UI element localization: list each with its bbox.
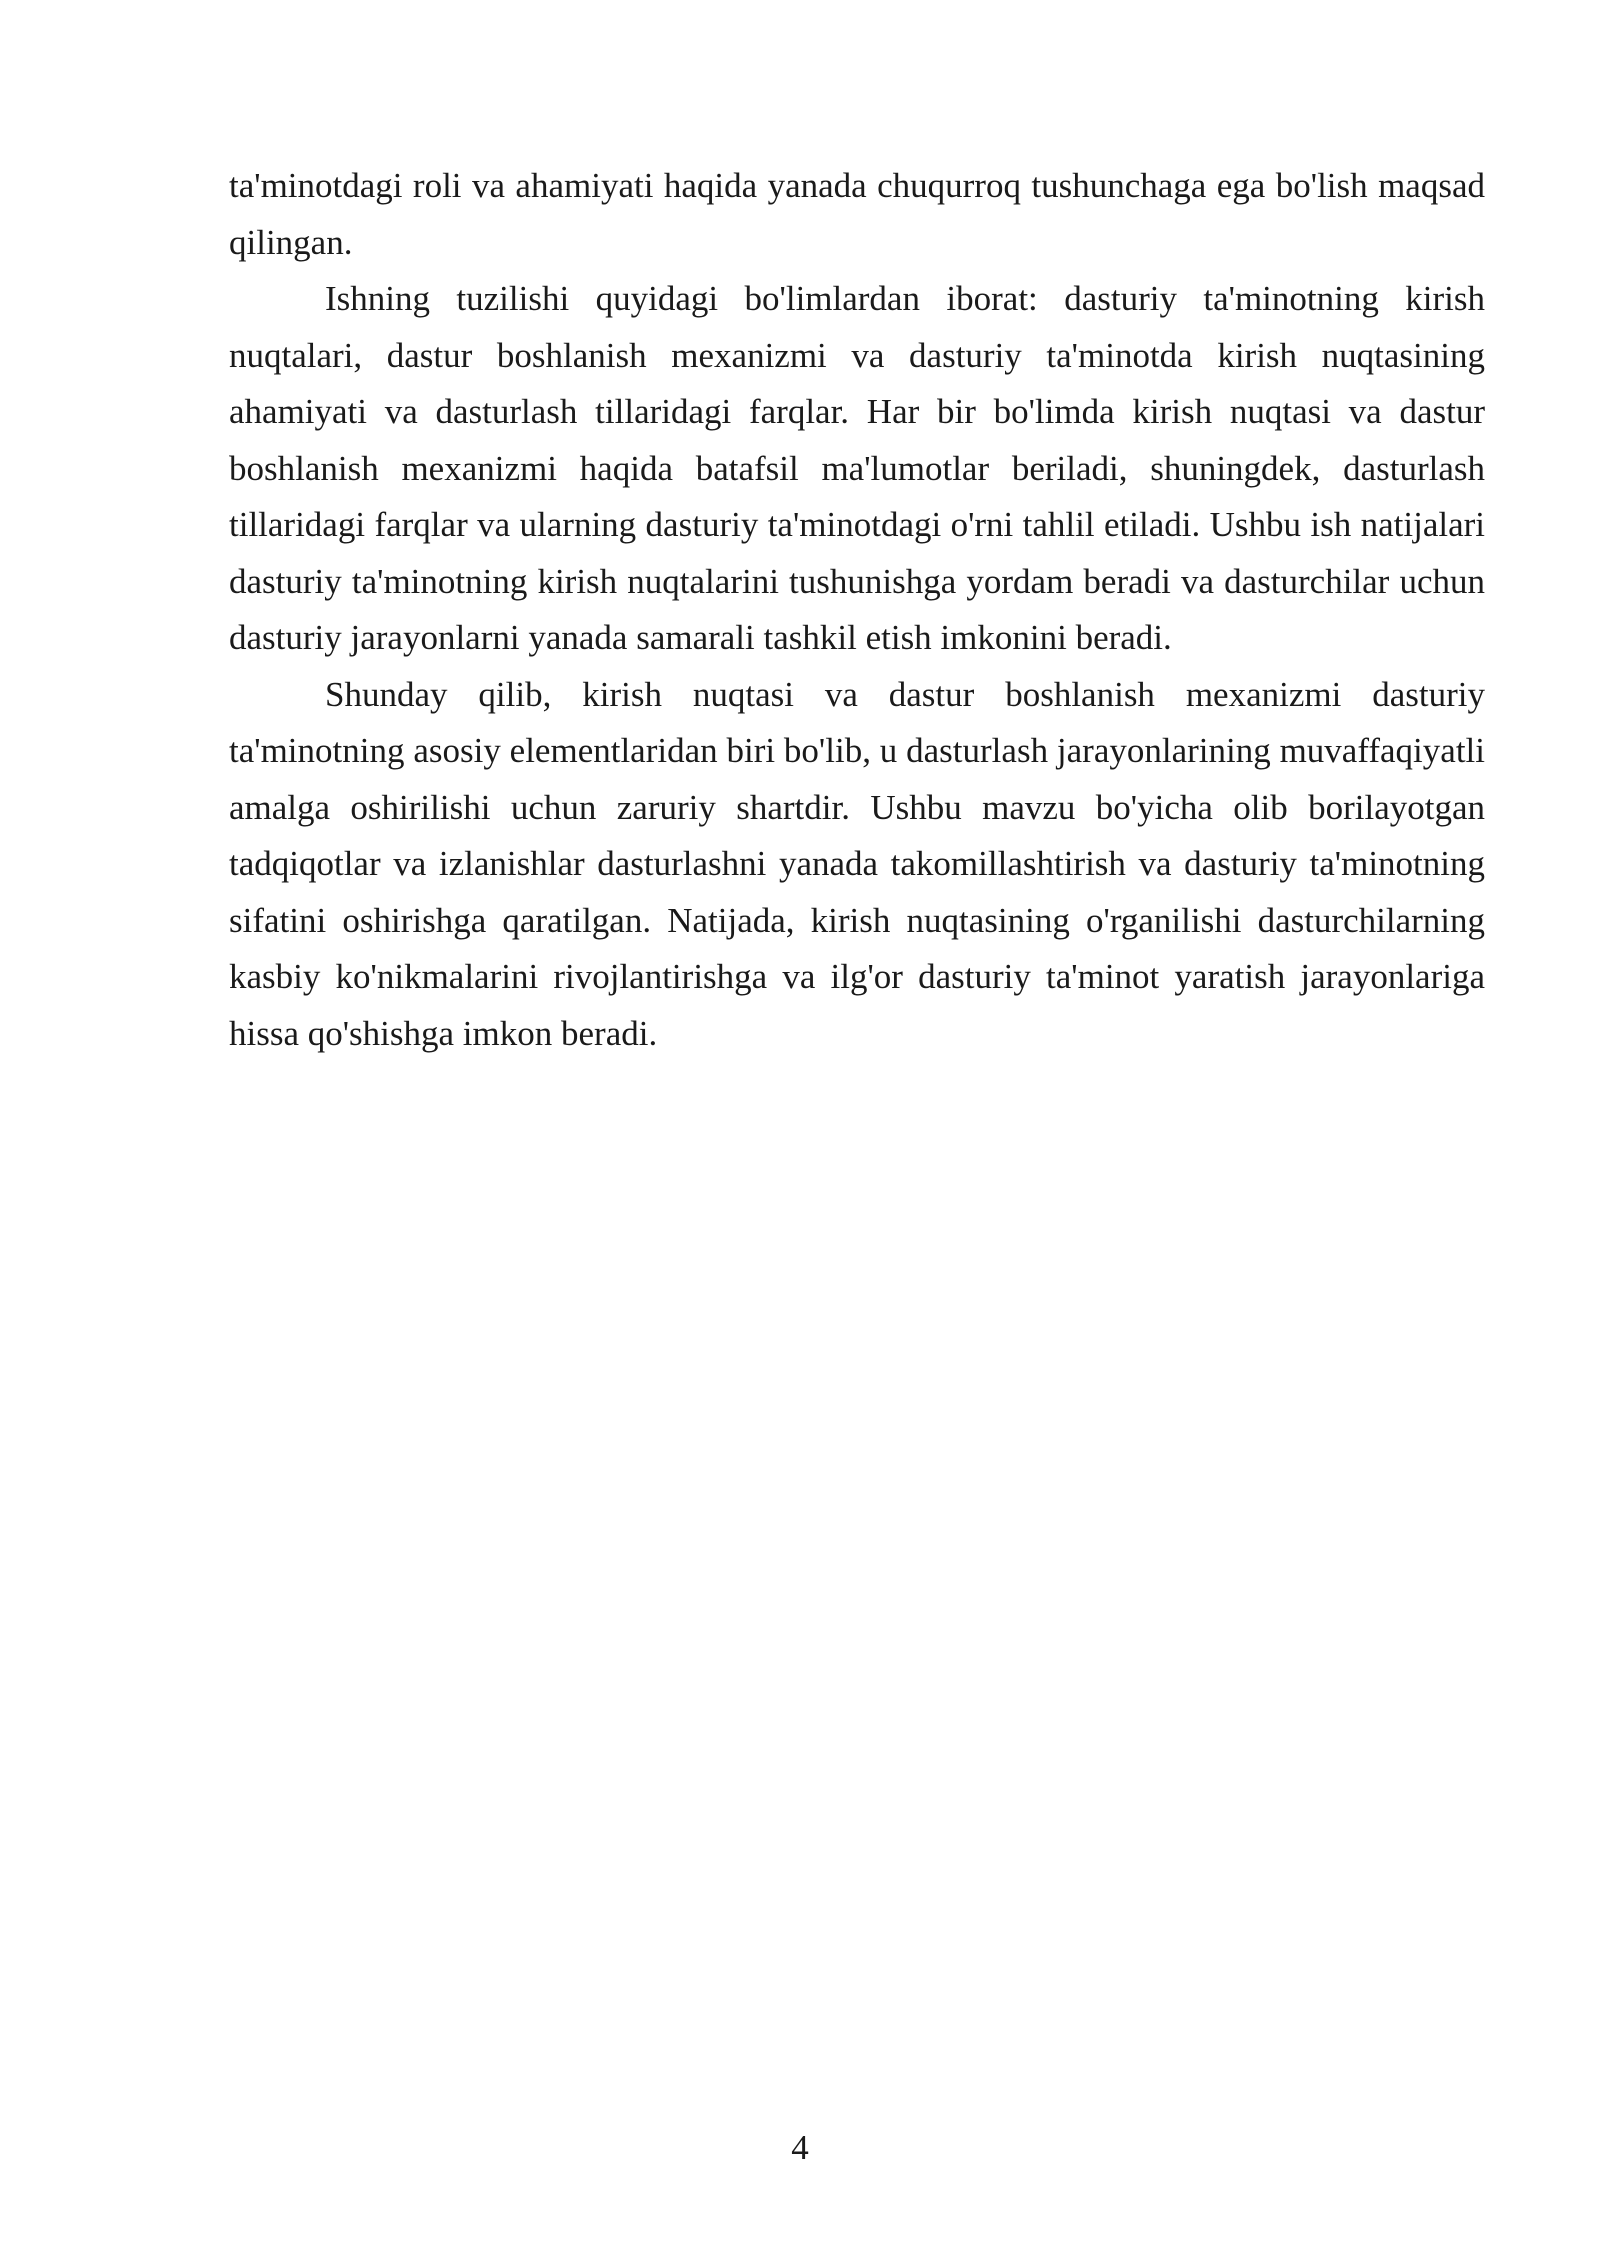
paragraph-structure: Ishning tuzilishi quyidagi bo'limlardan iborat: dasturiy ta'minotning kirish nuqtalari, dastur boshlanish mexanizmi va dasturiy ta'minotda kirish nuqtasining ahamiyati va dasturlash tillaridagi farqlar. Har bir bo'limda kirish nuqtasi va dastur boshlanish mexanizmi haqida batafsil ma'lumotlar beriladi, shuningdek, dasturlash tillaridagi farqlar va ularning dasturiy ta'minotdagi o'rni tahlil etiladi. Ushbu ish natijalari dasturiy ta'minotning kirish nuqtalarini tushunishga yordam beradi va dasturchilar uchun dasturiy jarayonlarni yanada samarali tashkil etish imkonini beradi. [229,279,1485,657]
paragraph-conclusion: Shunday qilib, kirish nuqtasi va dastur boshlanish mexanizmi dasturiy ta'minotning asosiy elementlaridan biri bo'lib, u dasturlash jarayonlarining muvaffaqiyatli amalga oshirilishi uchun zaruriy shartdir. Ushbu mavzu bo'yicha olib borilayotgan tadqiqotlar va izlanishlar dasturlashni yanada takomillashtirish va dasturiy ta'minotning sifatini oshirishga qaratilgan. Natijada, kirish nuqtasining o'rganilishi dasturchilarning kasbiy ko'nikmalarini rivojlantirishga va ilg'or dasturiy ta'minot yaratish jarayonlariga hissa qo'shishga imkon beradi. [229,674,1485,1053]
page-number: 4 [791,2128,809,2167]
body-text [229,158,1485,1062]
paragraph-continuation: ta'minotdagi roli va ahamiyati haqida yanada chuqurroq tushunchaga ega bo'lish maqsad qilingan. [229,166,1485,262]
